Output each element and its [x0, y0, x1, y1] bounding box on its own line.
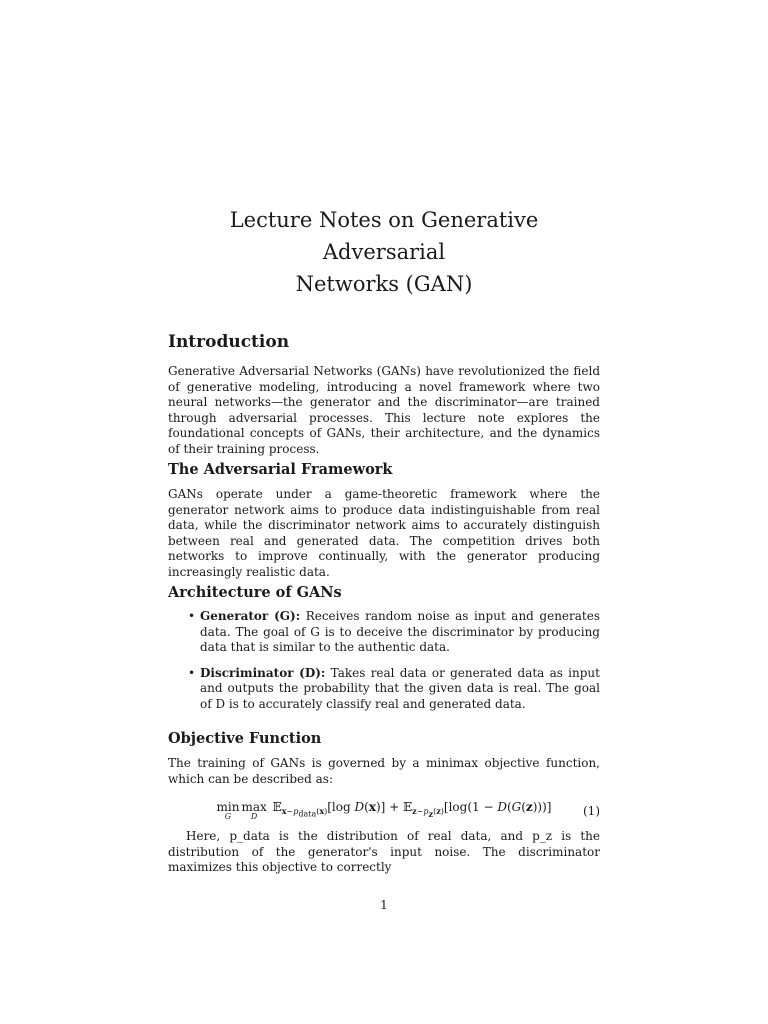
objective-paragraph: The training of GANs is governed by a minimax objective function, which can be described as: — [168, 756, 600, 786]
adversarial-paragraph: GANs operate under a game-theoretic framework where the generator network aims to produce data indistinguishable from real data, while the discriminator network aims to accurately distinguish between real and generated data. The competition drives both networks to improve continually, with the generator producing increasingly realistic data. — [168, 487, 600, 579]
objective-heading: Objective Function — [168, 730, 322, 747]
generator-text: Receives random noise as input and generates data. The goal of G is to deceive the discriminator by producing data that is similar to the authentic data. — [200, 609, 600, 655]
list-item-generator — [168, 609, 600, 656]
adversarial-heading: The Adversarial Framework — [168, 461, 393, 478]
discriminator-text: Takes real data or generated data as input and outputs the probability that the given data is real. The goal of D is to accurately classify real and generated data. — [200, 665, 600, 711]
architecture-list — [168, 609, 600, 713]
equation-body: min G max D 𝔼$_{x\sim p_{data}(x)}$[log D(x)] + 𝔼$_{z\sim p_z(z)}$[log(1 − D(G(z)))] — [216, 800, 552, 821]
equation-number: (1) — [583, 804, 600, 818]
list-item-discriminator — [168, 666, 600, 713]
architecture-heading: Architecture of GANs — [168, 584, 342, 601]
minimax-equation — [168, 800, 600, 822]
intro-paragraph: Generative Adversarial Networks (GANs) have revolutionized the field of generative modeling, introducing a novel framework where two neural networks—the generator and the discriminator—are trained through adversarial processes. This lecture note explores the foundational concepts of GANs, their architecture, and the dynamics of their training process. — [168, 364, 600, 456]
bullet-icon: • — [188, 609, 196, 623]
page-number: 1 — [380, 898, 388, 912]
title-line-1: Lecture Notes on Generative Adversarial — [229, 208, 539, 264]
generator-label: Generator (G): — [200, 609, 301, 623]
after-equation-paragraph: Here, p_data is the distribution of real data, and p_z is the distribution of the generator's input noise. The discriminator maximizes this objective to correctly — [168, 829, 600, 875]
title-line-2: Networks (GAN) — [295, 272, 473, 296]
intro-heading: Introduction — [168, 332, 290, 352]
discriminator-label: Discriminator (D): — [200, 665, 326, 680]
document-title — [168, 204, 600, 300]
bullet-icon: • — [188, 665, 196, 680]
